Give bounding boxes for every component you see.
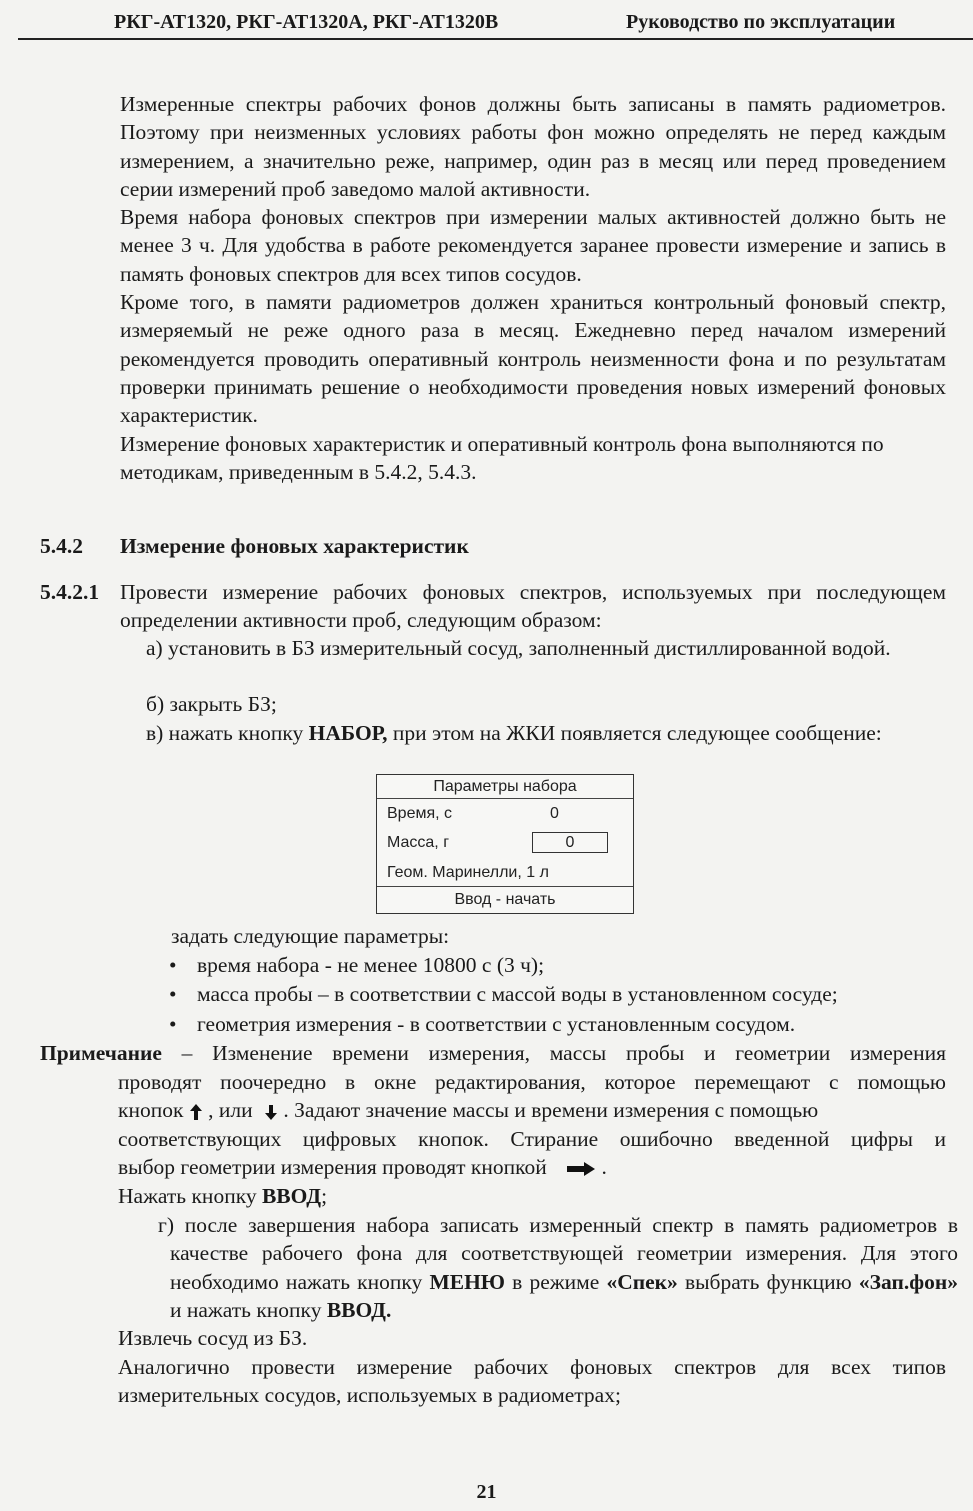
note-line-2: проводят поочередно в окне редактирования, которое перемещают с помощью	[118, 1070, 946, 1094]
param-item-3: • геометрия измерения - в соответствии с установленным сосудом.	[171, 1010, 795, 1038]
lcd-display	[376, 774, 634, 914]
intro-text	[120, 90, 946, 486]
lcd-time-label: Время, с	[387, 805, 453, 822]
header-doc-type: Руководство по эксплуатации	[626, 11, 896, 33]
lcd-mass-label: Масса, г	[387, 834, 450, 851]
step-g: г) после завершения набора записать измеренный спектр в память радиометров в качестве рабочего фона для соответствующей геометрии измерения. Для этого необходимо нажать кнопку МЕНЮ в режиме «Спек» выбрать функцию «Зап.фон» и нажать кнопку ВВОД.	[158, 1213, 958, 1322]
final-paragraph: Аналогично провести измерение рабочих фоновых спектров для всех типов измерительных сосудов, используемых в радиометрах;	[118, 1355, 946, 1408]
param-item-2: • масса пробы – в соответствии с массой воды в установленном сосуде;	[171, 980, 838, 1008]
extract-vessel: Извлечь сосуд из БЗ.	[118, 1326, 308, 1350]
intro-paragraph-2: Время набора фоновых спектров при измерении малых активностей должно быть не менее 3 ч. Для удобства в работе рекомендуется заранее провести измерение и запись в память фоновых спектров для всех типов сосудов.	[120, 205, 946, 286]
note-line-4: соответствующих цифровых кнопок. Стирание ошибочно введенной цифры и	[118, 1127, 946, 1151]
params-intro: задать следующие параметры:	[171, 924, 450, 948]
note-line-1: – Изменение времени измерения, массы пробы и геометрии измерения	[161, 1041, 946, 1065]
subsection-text: Провести измерение рабочих фоновых спектров, используемых при последующем определении активности проб, следующим образом:	[120, 580, 946, 633]
arrow-right-icon	[566, 1161, 596, 1177]
page-number: 21	[476, 1481, 497, 1503]
step-c-pre: в) нажать кнопку	[146, 721, 309, 745]
section-title: Измерение фоновых характеристик	[120, 534, 469, 558]
intro-paragraph-3: Кроме того, в памяти радиометров должен храниться контрольный фоновый спектр, измеряемый не реже одного раза в месяц. Ежедневно перед началом измерений рекомендуется проводить оперативный контроль неизменности фона и по результатам проверки принимать решение о необходимости проведения новых измерений фоновых характеристик.	[120, 290, 946, 428]
page-header	[18, 4, 973, 40]
intro-paragraph-4: Измерение фоновых характеристик и оперативный контроль фона выполняются по методикам, приведенным в 5.4.2, 5.4.3.	[120, 431, 884, 484]
step-c-post: при этом на ЖКИ появляется следующее сообщение:	[387, 721, 882, 745]
param-item-1: • время набора - не менее 10800 с (3 ч);	[171, 951, 544, 979]
lcd-mass-edit-box: 0	[532, 832, 608, 853]
lcd-geometry: Геом. Маринелли, 1 л	[387, 864, 549, 881]
subsection-number: 5.4.2.1	[40, 580, 100, 604]
note-label: Примечание	[40, 1041, 162, 1065]
arrow-up-icon	[189, 1103, 203, 1121]
note-line-3: кнопок , или . Задают значение массы и времени измерения с помощью	[118, 1098, 819, 1122]
note	[40, 1039, 946, 1067]
press-enter-line: Нажать кнопку ВВОД;	[118, 1184, 328, 1208]
intro-paragraph-1: Измеренные спектры рабочих фонов должны быть записаны в память радиометров. Поэтому при неизменных условиях работы фон можно определять не перед каждым измерением, а значительно реже, например, один раз в месяц или перед проведением серии измерений проб заведомо малой активности.	[120, 92, 946, 201]
header-model: РКГ-АТ1320, РКГ-АТ1320А, РКГ-АТ1320В	[114, 11, 499, 33]
note-line-5: выбор геометрии измерения проводят кнопкой .	[118, 1155, 607, 1179]
lcd-time-value: 0	[550, 805, 559, 822]
lcd-title: Параметры набора	[377, 775, 633, 799]
section-number: 5.4.2	[40, 534, 83, 558]
step-a: а) установить в БЗ измерительный сосуд, заполненный дистиллированной водой.	[146, 636, 891, 660]
step-c	[146, 719, 958, 747]
lcd-footer: Ввод - начать	[377, 886, 633, 913]
arrow-down-icon	[264, 1103, 278, 1121]
nabor-button-label: НАБОР,	[308, 721, 388, 745]
vvod-button-label: ВВОД	[261, 1184, 322, 1208]
step-b: б) закрыть БЗ;	[146, 692, 277, 716]
